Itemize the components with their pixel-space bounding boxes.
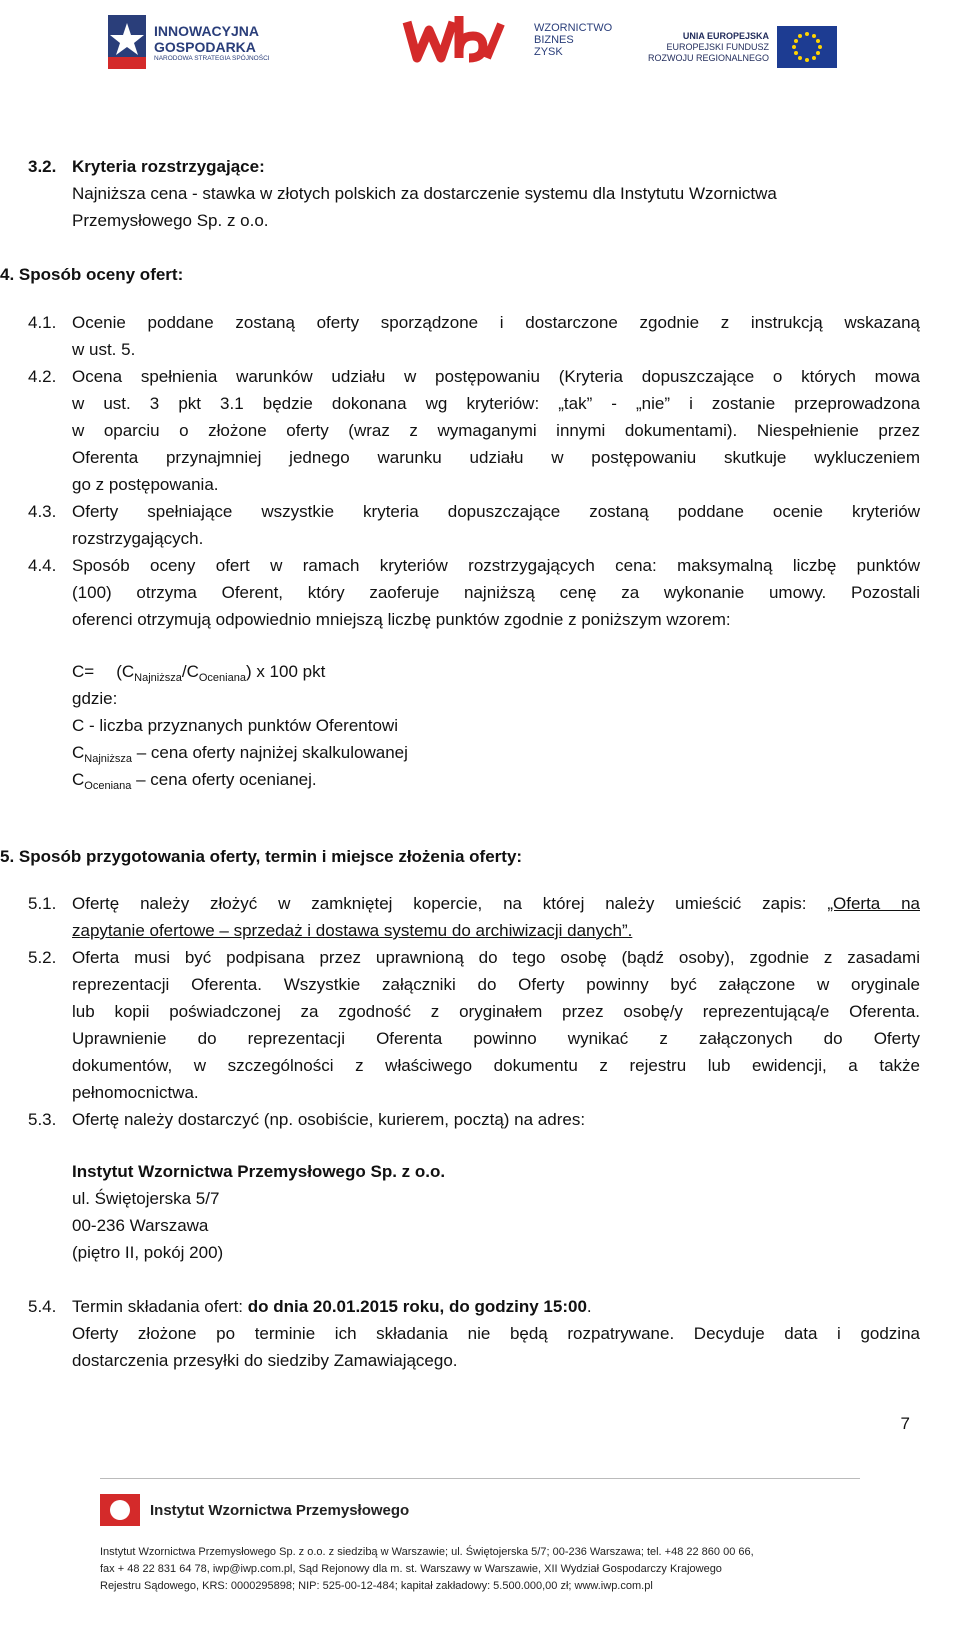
s4-heading: 4. Sposób oceny ofert: (0, 265, 184, 284)
formula-mid: /C (181, 662, 199, 681)
ig-sub: NARODOWA STRATEGIA SPÓJNOŚCI (154, 54, 270, 62)
formula-def3-c: C (72, 770, 85, 789)
formula-def3-text: – cena oferty ocenianej. (131, 770, 317, 789)
page-header (0, 0, 960, 110)
wbz-line2: BIZNES (534, 34, 574, 46)
footer-brand-name: Instytut Wzornictwa Przemysłowego (150, 1501, 410, 1519)
formula-c: C= (72, 662, 95, 681)
s51-line1a: Ofertę należy złożyć w zamkniętej kopercie, na której należy umieścić zapis: (72, 894, 828, 913)
footer-line3: Rejestru Sądowego, KRS: 0000295898; NIP: 525-00-12-484; kapitał zakładowy: 5.500.000,00 zł; www.iwp.com.pl (100, 1580, 653, 1592)
footer-line2: fax + 48 22 831 64 78, iwp@iwp.com.pl, Sąd Rejonowy dla m. st. Warszawy w Warszawie, XII Wydział Gospodarczy Krajowego (100, 1563, 722, 1575)
s42-number: 4.2. (28, 367, 57, 386)
s53-line1: Ofertę należy dostarczyć (np. osobiście, kurierem, pocztą) na adres: (72, 1110, 586, 1129)
s52-line2: reprezentacji Oferenta. Wszystkie załączniki do Oferty powinny być załączone w oryginale (72, 975, 920, 994)
s52-line5: dokumentów, w szczególności z właściwego dokumentu z rejestru lub ewidencji, a także (72, 1056, 920, 1075)
s32-line1: Najniższa cena - stawka w złotych polskich za dostarczenie systemu dla Instytutu Wzornictwa (72, 184, 777, 203)
s41-number: 4.1. (28, 313, 57, 332)
ig-star-icon (108, 15, 146, 69)
page-number: 7 (900, 1414, 910, 1433)
s52-line6: pełnomocnictwa. (72, 1083, 199, 1102)
s42-line4: Oferenta przynajmniej jednego warunku udziału w postępowaniu skutkuje wykluczeniem (72, 448, 920, 467)
iwp-logo-icon (100, 1494, 140, 1526)
s54-line1 (72, 1297, 592, 1317)
formula-def3 (72, 770, 317, 796)
s32-number: 3.2. (28, 157, 57, 176)
s44-line1: Sposób oceny ofert w ramach kryteriów rozstrzygających cena: maksymalną liczbę punktów (72, 556, 920, 575)
formula-open: (C (116, 662, 135, 681)
s51-line2: zapytanie ofertowe – sprzedaż i dostawa systemu do archiwizacji danych”. (72, 921, 633, 940)
address-line2: ul. Świętojerska 5/7 (72, 1189, 220, 1208)
s43-number: 4.3. (28, 502, 57, 521)
eu-logo (648, 26, 837, 68)
address-line1: Instytut Wzornictwa Przemysłowego Sp. z o.o. (72, 1162, 446, 1181)
s32-title: Kryteria rozstrzygające: (72, 157, 265, 176)
s54-deadline: do dnia 20.01.2015 roku, do godziny 15:00 (247, 1297, 587, 1316)
s54-line1c: . (586, 1297, 592, 1316)
s44-line3: oferenci otrzymują odpowiednio mniejszą liczbę punktów zgodnie z poniższym wzorem: (72, 610, 731, 629)
s42-line5: go z postępowania. (72, 475, 219, 494)
ue-line2: EUROPEJSKI FUNDUSZ (666, 41, 770, 52)
s44-number: 4.4. (28, 556, 57, 575)
wbz-logo (378, 12, 612, 68)
address-line3: 00-236 Warszawa (72, 1216, 209, 1235)
s41-line2: w ust. 5. (72, 340, 136, 359)
s42-line3: w oparciu o złożone oferty (wraz z wymaganymi innymi dokumentami). Niespełnienie przez (72, 421, 920, 440)
s54-line1a: Termin składania ofert: (72, 1297, 248, 1316)
formula-close: ) x 100 pkt (245, 662, 326, 681)
wbz-line3: ZYSK (534, 46, 563, 58)
s51-line1 (72, 894, 920, 914)
innowacyjna-gospodarka-logo (108, 15, 270, 69)
formula-def2-sub: Najniższa (84, 753, 132, 765)
ue-line3: ROZWOJU REGIONALNEGO (648, 52, 770, 63)
s53-number: 5.3. (28, 1110, 57, 1129)
s52-line4: Uprawnienie do reprezentacji Oferenta powinno wynikać z załączonych do Oferty (72, 1029, 920, 1048)
wbz-mark-icon (378, 12, 528, 68)
address-line4: (piętro II, pokój 200) (72, 1243, 224, 1262)
s54-line2: Oferty złożone po terminie ich składania nie będą rozpatrywane. Decyduje data i godzina (72, 1324, 920, 1343)
formula-def2-c: C (72, 743, 85, 762)
ig-name2: GOSPODARKA (154, 38, 256, 55)
s32-line2: Przemysłowego Sp. z o.o. (72, 211, 269, 230)
s52-line1: Oferta musi być podpisana przez uprawnioną do tego osobę (bądź osoby), zgodnie z zasadami (72, 948, 920, 967)
s41-line1: Ocenie poddane zostaną oferty sporządzone i dostarczone zgodnie z instrukcją wskazaną (72, 313, 920, 332)
formula-gdzie: gdzie: (72, 689, 118, 708)
s42-line1: Ocena spełnienia warunków udziału w postępowaniu (Kryteria dopuszczające o których mowa (72, 367, 920, 386)
s51-line1b: „Oferta na (827, 894, 920, 913)
formula-def2-text: – cena oferty najniżej skalkulowanej (131, 743, 408, 762)
formula-def2 (72, 743, 408, 769)
formula-sub2: Oceniana (198, 672, 246, 684)
formula-sub1: Najniższa (134, 672, 182, 684)
s44-line2: (100) otrzyma Oferent, który zaoferuje najniższą cenę za wykonanie umowy. Pozostali (72, 583, 920, 602)
s43-line2: rozstrzygających. (72, 529, 204, 548)
eu-flag-icon (777, 26, 837, 68)
wbz-line1: WZORNICTWO (534, 22, 613, 34)
footer-brand (100, 1494, 409, 1526)
formula-def1: C - liczba przyznanych punktów Oferentowi (72, 716, 398, 735)
footer-address (100, 1544, 754, 1595)
footer-divider (100, 1478, 860, 1479)
s52-number: 5.2. (28, 948, 57, 967)
formula-def3-sub: Oceniana (84, 780, 132, 792)
s54-line3: dostarczenia przesyłki do siedziby Zamawiającego. (72, 1351, 458, 1370)
s51-number: 5.1. (28, 894, 57, 913)
s43-line1: Oferty spełniające wszystkie kryteria dopuszczające zostaną poddane ocenie kryteriów (72, 502, 920, 521)
formula (72, 662, 325, 688)
ig-name: INNOWACYJNA (154, 22, 260, 39)
s5-heading: 5. Sposób przygotowania oferty, termin i miejsce złożenia oferty: (0, 847, 523, 866)
footer-line1: Instytut Wzornictwa Przemysłowego Sp. z o.o. z siedzibą w Warszawie; ul. Świętojerska 5/7; 00-236 Warszawa; tel. +48 22 860 00 66, (100, 1546, 754, 1558)
ue-line1: UNIA EUROPEJSKA (682, 30, 770, 41)
s42-line2: w ust. 3 pkt 3.1 będzie dokonana wg kryteriów: „tak” - „nie” i zostanie przeprowadzona (72, 394, 920, 413)
s52-line3: lub kopii poświadczonej za zgodność z oryginałem przez osobę/y reprezentującą/e Oferenta. (72, 1002, 920, 1021)
s54-number: 5.4. (28, 1297, 57, 1316)
